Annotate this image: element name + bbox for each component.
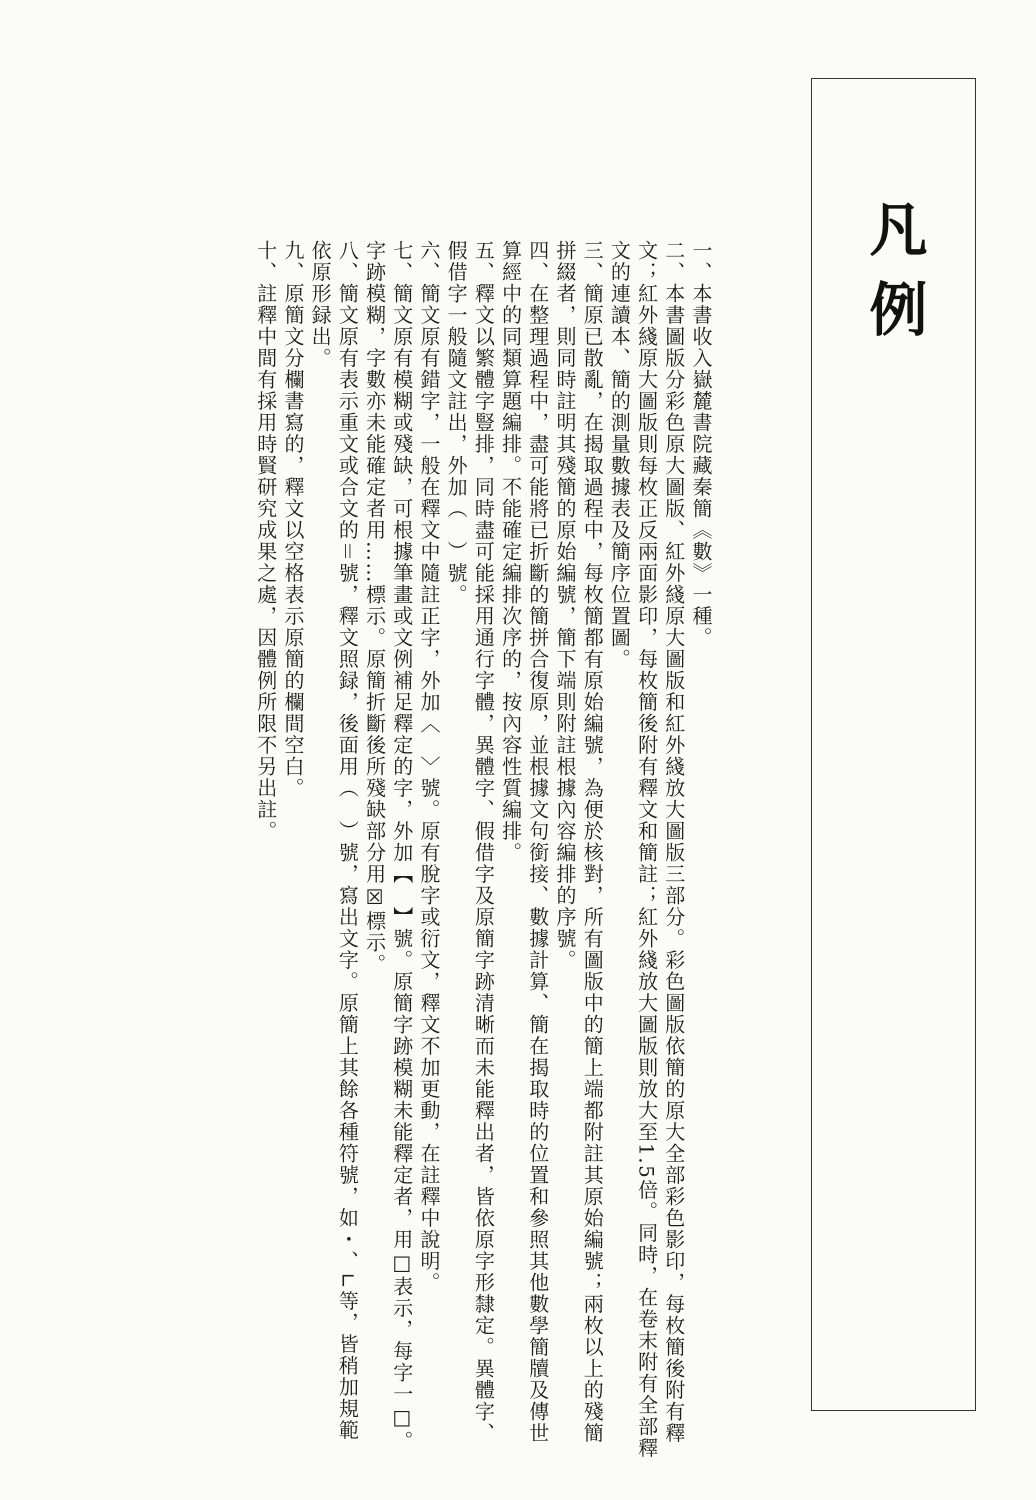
item-text: 釋文以繁體字豎排，同時盡可能採用通行字體，異體字、假借字及原簡字跡清晰而未能釋出者，皆依原字形隸定。異體字、假借字一般隨文註出，外加（ ）號。 [444,240,496,1444]
item-number: 十、 [253,240,278,283]
item-number: 七、 [389,240,414,283]
item-number: 二、 [661,240,686,283]
convention-item-3 [551,240,605,1460]
convention-item-9 [279,240,306,1460]
convention-item-8 [306,240,360,1460]
item-text: 註釋中間有採用時賢研究成果之處，因體例所限不另出註。 [253,283,278,842]
item-text: 本書圖版分彩色原大圖版、紅外綫原大圖版和紅外綫放大圖版三部分。彩色圖版依簡的原大全部彩色影印，每枚簡後附有釋文；紅外綫原大圖版則每枚正反兩面影印，每枚簡後附有釋文和簡註；紅外綫放大圖版則放大至1.5倍。同時，在卷末附有全部釋文的連讀本、簡的測量數據表及簡序位置圖。 [607,240,686,1459]
item-text: 簡原已散亂，在揭取過程中，每枚簡都有原始編號，為便於核對，所有圖版中的簡上端都附註其原始編號；兩枚以上的殘簡拼綴者，則同時註明其殘簡的原始編號，簡下端則附註根據內容編排的序號。 [552,240,605,1444]
item-text: 簡文原有表示重文或合文的＝號，釋文照録，後面用（ ）號，寫出文字。原簡上其餘各種符號，如・、∟等，皆稍加規範依原形録出。 [308,240,360,1441]
convention-item-1 [687,240,714,1460]
title-box [811,78,976,1411]
item-text: 簡文原有錯字，一般在釋文中隨註正字，外加〈 〉號。原有脫字或衍文，釋文不加更動，在註釋中說明。 [416,283,441,1294]
item-number: 四、 [525,240,550,283]
convention-item-4 [496,240,550,1460]
item-number: 五、 [471,240,496,283]
convention-item-2 [605,240,687,1460]
convention-item-5 [442,240,496,1460]
page-title: 凡例 [859,199,928,359]
conventions-list [252,240,714,1460]
convention-item-6 [415,240,442,1460]
item-text: 原簡文分欄書寫的，釋文以空格表示原簡的欄間空白。 [280,283,305,799]
item-text: 在整理過程中，盡可能將已折斷的簡拼合復原，並根據文句銜接、數據計算、簡在揭取時的位置和參照其他數學簡牘及傳世算經中的同類算題編排。不能確定編排次序的，按內容性質編排。 [498,240,550,1444]
convention-item-10 [252,240,279,1460]
convention-item-7 [360,240,414,1460]
item-number: 九、 [280,240,305,283]
item-number: 三、 [580,240,605,283]
item-text: 簡文原有模糊或殘缺，可根據筆畫或文例補足釋定的字，外加【 】號。原簡字跡模糊未能釋定者，用□表示，每字一□。字跡模糊，字數亦未能確定者用……標示。原簡折斷後所殘缺部分用☒標示。 [362,240,414,1452]
item-text: 本書收入嶽麓書院藏秦簡《數》一種。 [689,283,713,649]
item-number: 六、 [416,240,441,283]
item-number: 八、 [335,240,360,283]
item-number: 一、 [689,240,713,283]
